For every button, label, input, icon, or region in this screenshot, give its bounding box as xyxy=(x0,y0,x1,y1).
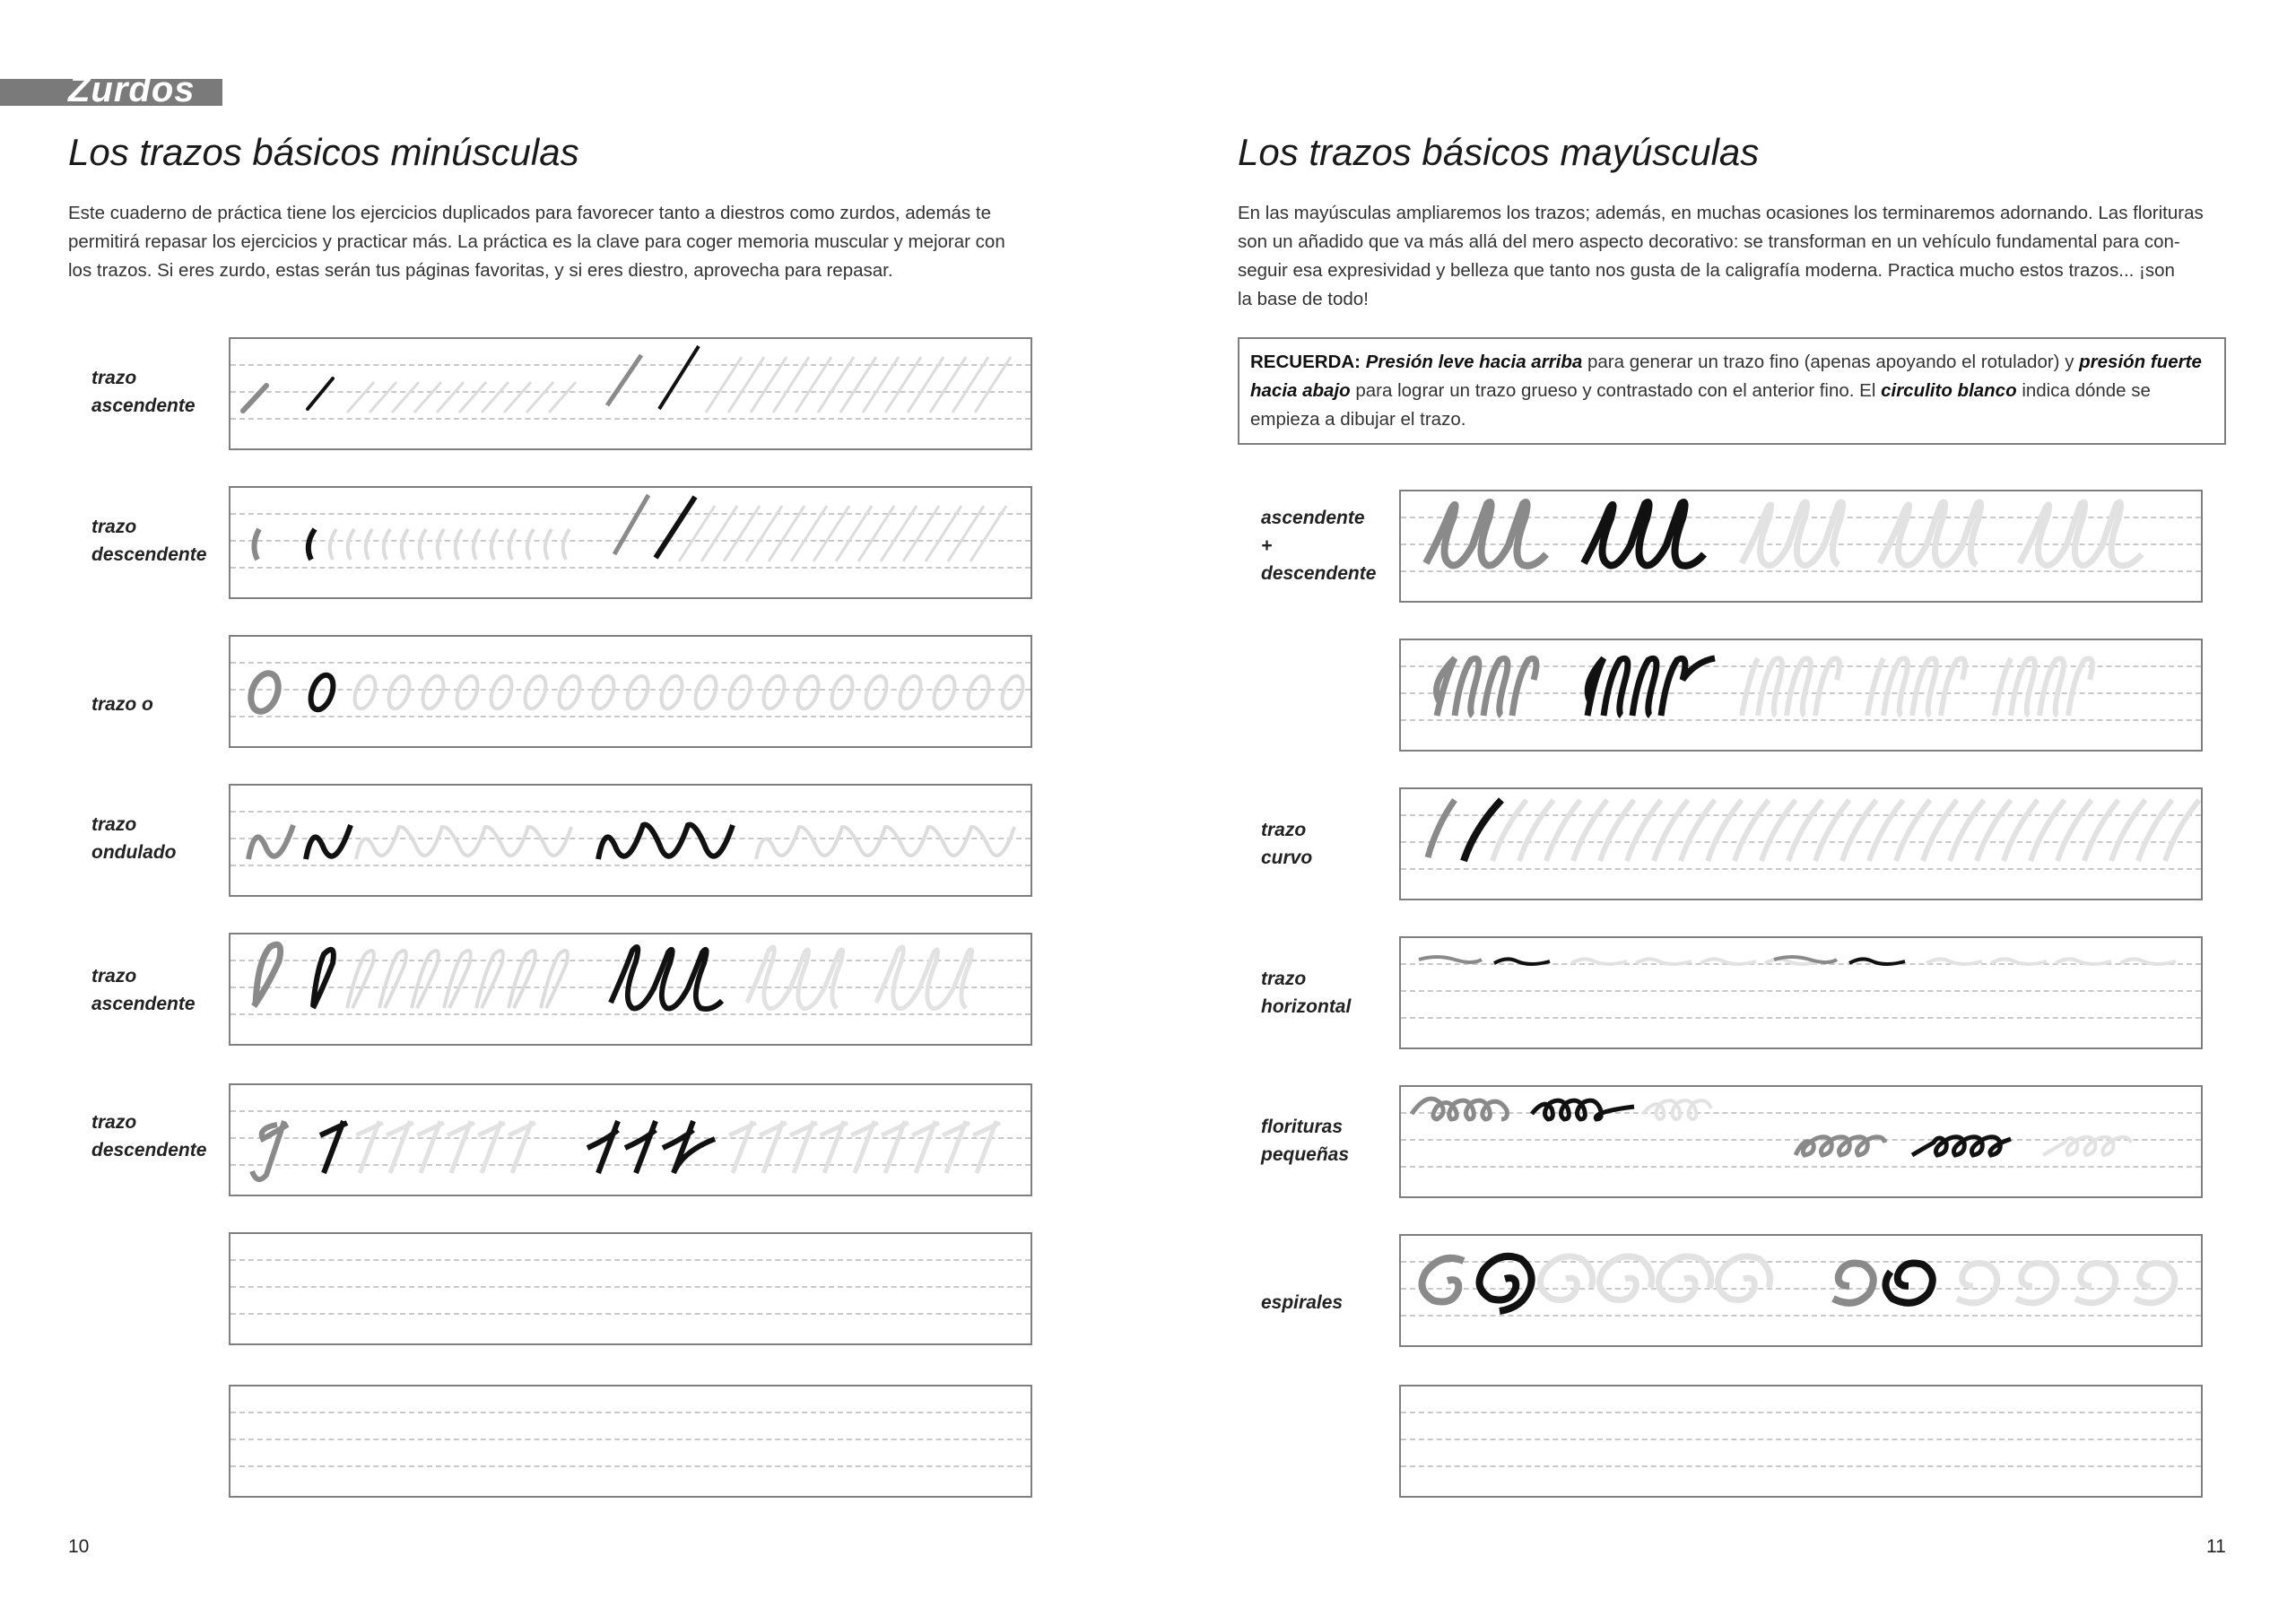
row-label xyxy=(91,811,176,866)
remember-emphasis: fuerte hacia abajo xyxy=(1250,352,2202,401)
practice-box[interactable] xyxy=(229,337,1032,450)
stroke-samples xyxy=(230,786,1031,895)
row-label-line: descendente xyxy=(1261,563,1377,584)
stroke-samples xyxy=(1401,491,2201,601)
row-label xyxy=(1261,1113,1349,1169)
left-intro xyxy=(68,199,1055,285)
row-label xyxy=(91,513,206,569)
guide-line xyxy=(230,1313,1031,1315)
guide-line xyxy=(1401,1439,2201,1440)
remember-emphasis: Presión leve hacia arriba xyxy=(1365,352,1583,372)
left-intro-line: los trazos. Si eres zurdo, estas serán tus páginas favoritas, y si eres diestro, aprovecha para repasar. xyxy=(68,260,893,281)
practice-box[interactable] xyxy=(1399,1085,2203,1198)
row-label xyxy=(91,691,153,718)
practice-box[interactable] xyxy=(229,1385,1032,1498)
right-page-title: Los trazos básicos mayúsculas xyxy=(1238,131,1760,173)
practice-box[interactable] xyxy=(229,784,1032,897)
right-intro-line: son un añadido que va más allá del mero aspecto decorativo: se transforman en un vehículo fundamental para con- xyxy=(1238,231,2180,252)
guide-line xyxy=(230,1286,1031,1288)
stroke-samples xyxy=(1401,1087,2201,1196)
right-intro xyxy=(1238,199,2224,314)
practice-box[interactable] xyxy=(229,933,1032,1046)
practice-box[interactable] xyxy=(1399,787,2203,900)
stroke-samples xyxy=(1401,938,2201,1047)
row-label-line: florituras xyxy=(1261,1117,1344,1137)
row-label-line: trazo xyxy=(1261,820,1307,840)
guide-line xyxy=(1401,1465,2201,1467)
remember-text: indica dónde xyxy=(2022,380,2126,401)
row-label xyxy=(1261,965,1351,1021)
left-intro-line: permitirá repasar los ejercicios y practicar más. La práctica es la clave para coger memoria muscular y mejorar con xyxy=(68,231,1005,252)
row-label-line: trazo o xyxy=(91,694,153,715)
right-intro-line: la base de todo! xyxy=(1238,289,1369,309)
remember-text: se empieza a dibujar el trazo. xyxy=(1250,380,2151,430)
practice-box[interactable] xyxy=(1399,1385,2203,1498)
stroke-samples xyxy=(1401,1236,2201,1345)
remember-label: RECUERDA: xyxy=(1250,352,1361,372)
practice-box[interactable] xyxy=(1399,490,2203,603)
practice-box[interactable] xyxy=(229,635,1032,748)
practice-box[interactable] xyxy=(1399,936,2203,1049)
guide-line xyxy=(230,1412,1031,1413)
section-tab-label: Zurdos xyxy=(68,70,196,109)
row-label-line: + xyxy=(1261,535,1273,556)
guide-line xyxy=(230,1439,1031,1440)
row-label-line: ascendente xyxy=(91,994,196,1014)
row-label-line: trazo xyxy=(91,1112,137,1133)
row-label xyxy=(1261,816,1312,872)
practice-box[interactable] xyxy=(1399,639,2203,752)
row-label-line: curvo xyxy=(1261,847,1313,868)
left-intro-line: Este cuaderno de práctica tiene los ejercicios duplicados para favorecer tanto a diestros como zurdos, además te xyxy=(68,203,991,223)
row-label-line: espirales xyxy=(1261,1292,1344,1313)
stroke-samples xyxy=(230,1085,1031,1195)
row-label-line: trazo xyxy=(1261,969,1307,989)
stroke-samples xyxy=(1401,789,2201,899)
row-label-line: trazo xyxy=(91,966,137,987)
row-label-line: descendente xyxy=(91,544,207,565)
section-tab xyxy=(0,70,222,109)
remember-emphasis: circulito blanco xyxy=(1881,380,2017,401)
practice-box[interactable] xyxy=(229,1232,1032,1345)
row-label xyxy=(91,962,196,1018)
page-number: 10 xyxy=(68,1536,90,1557)
row-label-line: ascendente xyxy=(1261,508,1365,528)
practice-box[interactable] xyxy=(1399,1234,2203,1347)
row-label-line: trazo xyxy=(91,368,137,388)
guide-line xyxy=(230,1465,1031,1467)
guide-line xyxy=(1401,1412,2201,1413)
remember-text: para lograr un trazo grueso y contrastado con el anterior fino. El xyxy=(1355,380,1876,401)
practice-box[interactable] xyxy=(229,1083,1032,1196)
page-number: 11 xyxy=(2206,1536,2226,1557)
left-page-title: Los trazos básicos minúsculas xyxy=(68,131,579,173)
row-label xyxy=(1261,504,1376,587)
stroke-samples xyxy=(230,934,1031,1044)
stroke-samples xyxy=(1401,640,2201,750)
row-label-line: ascendente xyxy=(91,395,196,416)
guide-line xyxy=(230,1259,1031,1261)
stroke-samples xyxy=(230,488,1031,597)
row-label-line: horizontal xyxy=(1261,996,1352,1017)
row-label-line: trazo xyxy=(91,517,137,537)
practice-box[interactable] xyxy=(229,486,1032,599)
remember-box xyxy=(1238,337,2226,445)
row-label-line: pequeñas xyxy=(1261,1144,1350,1165)
stroke-samples xyxy=(230,339,1031,448)
remember-emphasis: presión xyxy=(2079,352,2146,372)
row-label-line: trazo xyxy=(91,814,137,835)
right-intro-line: seguir esa expresividad y belleza que tanto nos gusta de la caligrafía moderna. Practica mucho estos trazos... ¡son xyxy=(1238,260,2175,281)
stroke-samples xyxy=(230,637,1031,746)
row-label-line: descendente xyxy=(91,1140,207,1160)
right-intro-line: En las mayúsculas ampliaremos los trazos; además, en muchas ocasiones los terminaremos adornando. Las florituras xyxy=(1238,203,2204,223)
row-label-line: ondulado xyxy=(91,842,177,863)
remember-text: para generar un trazo fino (apenas apoyando el rotulador) y xyxy=(1587,352,2074,372)
row-label xyxy=(1261,1289,1343,1317)
row-label xyxy=(91,1108,206,1164)
row-label xyxy=(91,364,196,420)
